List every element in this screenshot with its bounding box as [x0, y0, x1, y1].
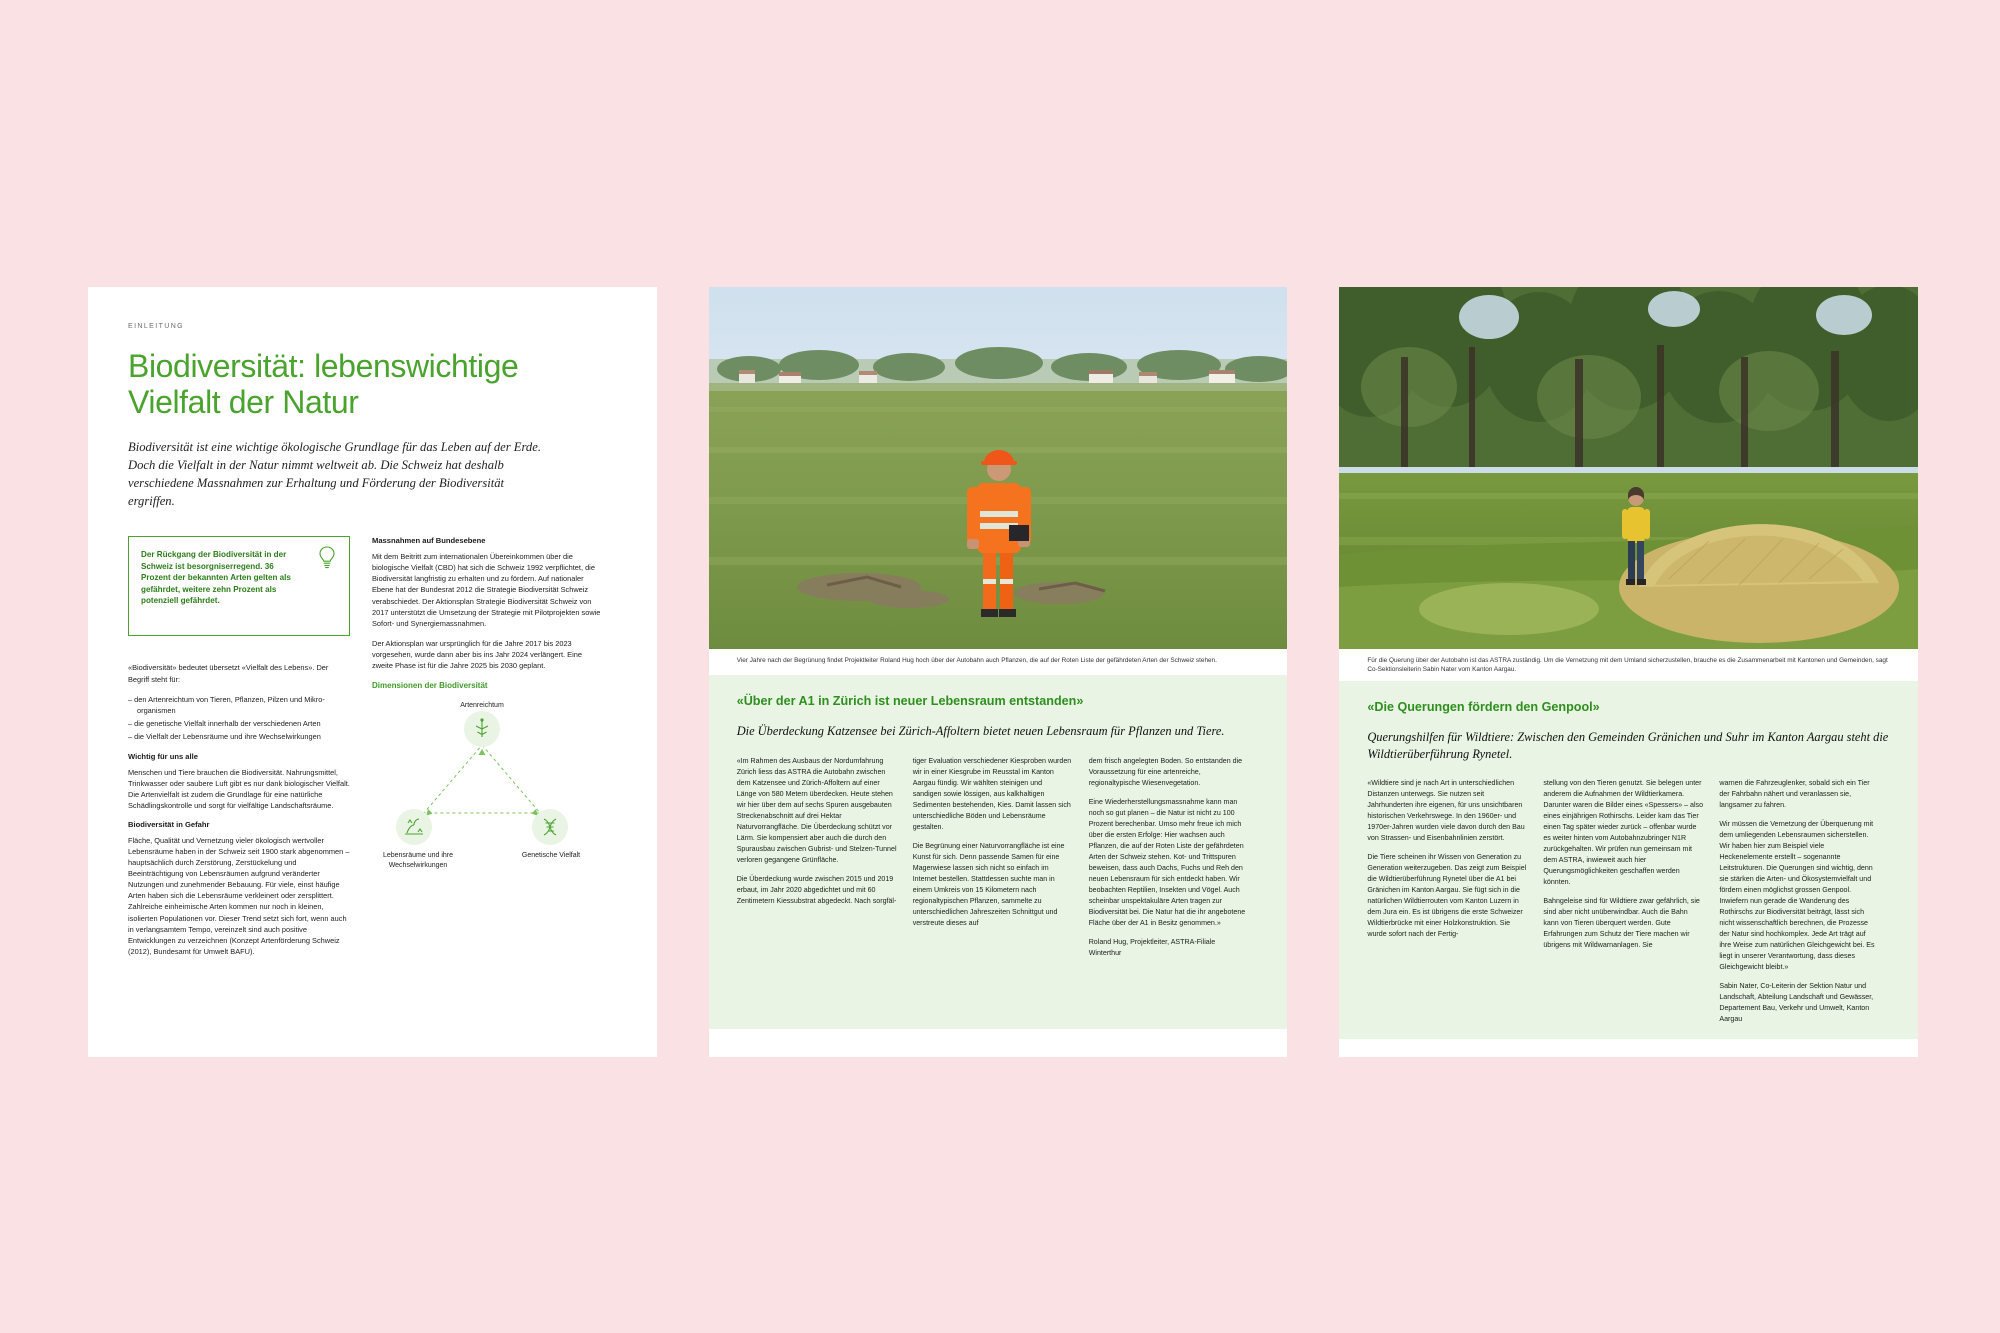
- page-title: Biodiversität: lebenswichtige Vielfalt der Natur: [128, 348, 519, 421]
- article-paragraph: Bahngeleise sind für Wildtiere zwar gefährlich, sie sind aber nicht unüberwindbar. Auch die Bahn kann von Tieren überquert werden. Gute Erfahrungen zum Schutz der Tiere machen wir übrigens mit Wildwarnanlagen. Sie: [1543, 897, 1700, 950]
- article-signature: Roland Hug, Projektleiter, ASTRA-Filiale Winterthur: [1088, 938, 1216, 957]
- photo-caption: Vier Jahre nach der Begrünung findet Projektleiter Roland Hug hoch über der Autobahn auch Pflanzen, die auf der Roten Liste der gefährdeten Arten der Schweiz stehen.: [736, 657, 1217, 664]
- page-eyebrow: EINLEITUNG: [128, 323, 185, 330]
- photo-caption: Für die Querung über der Autobahn ist das ASTRA zuständig. Um die Vernetzung mit dem Umland sicherzustellen, brauche es die Zusammenarbeit mit Kantonen und Gemeinden, sagt Co-Sektionsleiterin Sabin Nater vom Kanton Aargau.: [1367, 657, 1888, 674]
- diagram-label-genetics: Genetische Vielfalt: [521, 852, 581, 860]
- list-item: – die Vielfalt der Lebensräume und ihre Wechselwirkungen: [128, 731, 321, 741]
- article-lead: Die Überdeckung Katzensee bei Zürich-Affoltern bietet neuen Lebensraum für Pflanzen und Tiere.: [736, 724, 1225, 739]
- article-paragraph: «Im Rahmen des Ausbaus der Nordumfahrung Zürich liess das ASTRA die Autobahn zwischen dem Katzensee und Zürich-Affoltern auf einer Länge von 580 Metern überdecken. Heute stehen wir hier über dem auf sechs Spuren ausgebauten Streckenabschnitt auf drei Hektar Naturvorrangfläche. Die Überdeckung schützt vor Lärm. Sie kompensiert aber auch die durch den Spurausbau zwischen Gubrist- und Stelzen-Tunnel verloren gegangene Grünfläche.: [736, 757, 897, 865]
- article-paragraph: Die Begrünung einer Naturvorrangfläche ist eine Kunst für sich. Denn passende Samen für eine Magerwiese lassen sich nicht so einfach im Internet bestellen. Stattdessen suchte man in einem Umkreis von 15 Kilometern nach regionaltypischen Pflanzen, sammelte zu unterschiedlichen Jahreszeiten Schnittgut und verstreute dieses auf: [912, 842, 1065, 928]
- section-text-federal-2: Der Aktionsplan war ursprünglich für die Jahre 2017 bis 2023 vorgesehen, wurde dann aber bis ins Jahr 2024 verlängert. Eine zweite Phase ist für die Jahre 2025 bis 2030 geplant.: [372, 638, 582, 671]
- section-heading-federal: Massnahmen auf Bundesebene: [372, 536, 486, 546]
- diagram-label-species: Artenreichtum: [460, 702, 504, 710]
- biodiversity-diagram: [372, 701, 592, 871]
- article-photo-sabin-nater: [1339, 287, 1918, 649]
- intro-paragraph: «Biodiversität» bedeutet übersetzt «Vielfalt des Lebens». Der Begriff steht für:: [128, 663, 329, 684]
- article-photo-roland-hug: [709, 287, 1288, 649]
- article-lead: Querungshilfen für Wildtiere: Zwischen den Gemeinden Gränichen und Suhr im Kanton Aargau steht die Wildtierüberführung Rynetel.: [1367, 729, 1889, 761]
- page-intro: [88, 287, 657, 1057]
- article-paragraph: dem frisch angelegten Boden. So entstanden die Voraussetzung für eine artenreiche, regionaltypische Wiesenvegetation.: [1088, 757, 1243, 788]
- section-text-importance: Menschen und Tiere brauchen die Biodiversität. Nahrungsmittel, Trinkwasser oder saubere Luft gibt es nur dank biologischer Vielfalt. Die Artenvielfalt ist zudem die Grundlage für eine natürliche Schädlingskontrolle und sorgt für vielfältige Landschaftsräume.: [128, 767, 350, 811]
- article-paragraph: stellung von den Tieren genutzt. Sie belegen unter anderem die Aufnahmen der Wildtierkamera. Darunter waren die Bilder eines «Spessers» – also eines einjährigen Rothirschs. Leider kam das Tier einen Tag später wieder zurück – offenbar wurde es weiter hinten vom Autobahnzubringer N1R zurückgehalten. Wir prüfen nun gemeinsam mit dem ASTRA, inwieweit auch hier Querungsmöglichkeiten geschaffen werden könnten.: [1543, 779, 1704, 887]
- article-paragraph: «Wildtiere sind je nach Art in unterschiedlichen Distanzen unterwegs. Sie nutzen seit Jahrhunderten ihre eigenen, für uns unsichtbaren historischen Verkehrswege. In den 1960er- und 1970er-Jahren wurden viele davon durch den Bau von Strassen- und Eisenbahnlinien zerstört.: [1367, 779, 1525, 843]
- section-heading-danger: Biodiversität in Gefahr: [128, 820, 210, 830]
- magazine-spread: [88, 287, 1918, 1057]
- article-paragraph: Die Tiere scheinen ihr Wissen von Generation zu Generation weiterzugeben. Das zeigt zum Beispiel die Wildtierüberführung Rynetel über die A1 bei Gränichen im Kanton Aargau. Sie fügt sich in die natürlichen Wildtierrouten vom Kanton Luzern in dem Jura ein. Es ist übrigens die erste Schweizer Wildtierbrücke mit einer Holzkonstruktion. Sie wurde sofort nach der Fertig-: [1367, 853, 1527, 939]
- diagram-label-habitats: Lebensräume und ihre Wechselwirkungen: [382, 852, 454, 869]
- definition-list: [128, 694, 350, 742]
- article-headline: «Über der A1 in Zürich ist neuer Lebensraum entstanden»: [736, 694, 1084, 709]
- article-paragraph: Eine Wiederherstellungsmassnahme kann man noch so gut planen – die Natur ist nicht zu 100 Prozent berechenbar. Umso mehr freue ich mich über die ersten Erfolge: Hier wachsen auch Pflanzen, die auf der Roten Liste der gefährdeten Arten der Schweiz stehen. Kot- und Trittspuren beweisen, dass auch Dachs, Fuchs und Reh den neuen Lebensraum für sich entdeckt haben. Wir beobachten Reptilien, Insekten und Vögel. Auch scheinbar unspektakuläre Arten tragen zur Biodiversität bei. Die Natur hat die ihr angebotene Fläche über der A1 in Besitz genommen.»: [1088, 798, 1246, 928]
- article-headline: «Die Querungen fördern den Genpool»: [1367, 699, 1600, 714]
- page-lead: Biodiversität ist eine wichtige ökologische Grundlage für das Leben auf der Erde. Doch die Vielfalt in der Natur nimmt weltweit ab. Die Schweiz hat deshalb verschiedene Massnahmen zur Erhaltung und Förderung der Biodiversität ergriffen.: [128, 439, 541, 508]
- article-paragraph: Wir müssen die Vernetzung der Überquerung mit dem umliegenden Lebensraumen sicherstellen. Wir haben hier zum Beispiel viele Heckenelemente erstellt – sogenannte Leitstrukturen. Die Querungen sind wichtig, denn sie stärken die Arten- und Ökosystemvielfalt und fördern einen möglichst grossen Genpool. Inwiefern nun gerade die Wanderung des Rothirschs zur Biodiversität beiträgt, lässt sich nicht wissenschaftlich berechnen, die Prozesse der Natur sind hochkomplex. Jede Art trägt auf ihre Weise zum natürlichen Gleichgewicht bei. Es liegt in unserer Verantwortung, dass dieses Gleichgewicht bleibt.»: [1719, 820, 1875, 972]
- article-columns: [737, 756, 1260, 967]
- section-heading-dimensions: Dimensionen der Biodiversität: [372, 681, 488, 691]
- page-article-a1: [709, 287, 1288, 1057]
- article-columns: [1367, 778, 1890, 1033]
- section-text-federal-1: Mit dem Beitritt zum internationalen Übereinkommen über die biologische Vielfalt (CBD) hat sich die Schweiz 1992 verpflichtet, die Biodiversität langfristig zu erhalten und zu fördern. Auf nationaler Ebene hat der Bundesrat 2012 die Strategie Biodiversität Schweiz verabschiedet. Der Aktionsplan Strategie Biodiversität Schweiz von 2017 unterstützt die Umsetzung der Strategie mit Pilotprojekten sowie Sofort- und Synergiemassnahmen.: [372, 552, 601, 628]
- lightbulb-icon: [315, 545, 339, 571]
- list-item: – den Artenreichtum von Tieren, Pflanzen, Pilzen und Mikroorganismen: [128, 694, 325, 715]
- article-paragraph: tiger Evaluation verschiedener Kiesproben wurden wir in einer Kiesgrube im Reusstal im Kanton Aargau fündig. Wir wählten steinigen und sandigen sowie lössigen, aus kalkhaltigen Sedimenten bestehenden, Kies. Damit lassen sich unterschiedliche Böden und Lebensräume gestalten.: [912, 757, 1072, 832]
- section-heading-importance: Wichtig für uns alle: [128, 752, 198, 762]
- section-text-danger: Fläche, Qualität und Vernetzung vieler ökologisch wertvoller Lebensräume haben in der Schweiz seit 1900 stark abgenommen – hauptsächlich durch Zerstörung, Zerstückelung und Beeinträchtigung von Lebensräumen aufgrund veränderter Nutzungen und zunehmender Bebauung. Für viele, einst häufige Arten haben sich die Lebensräume verkleinert oder zersplittert. Zahlreiche einheimische Arten kommen nur noch in kleinen, isolierten Populationen vor. Dieser Trend setzt sich fort, wenn auch in verlangsamtem Tempo, vereinzelt sind auch positive Entwicklungen zu verzeichnen (Konzept Artenförderung Schweiz (2012), Bundesamt für Umwelt BAFU).: [128, 835, 350, 956]
- callout-text: Der Rückgang der Biodiversität in der Schweiz ist besorgniserregend. 36 Prozent der bekannten Arten gelten als gefährdet, weitere zehn Prozent als potenziell gefährdet.: [141, 550, 291, 606]
- page-article-wildlife: [1339, 287, 1918, 1057]
- callout-box: [128, 536, 350, 636]
- article-signature: Sabin Nater, Co-Leiterin der Sektion Natur und Landschaft, Abteilung Landschaft und Gewässer, Departement Bau, Verkehr und Umwelt, Kanton Aargau: [1719, 982, 1874, 1024]
- article-paragraph: Die Überdeckung wurde zwischen 2015 und 2019 erbaut, im Jahr 2020 abgedichtet und mit 60 Zentimetern Kiessubstrat abgedeckt. Nach sorgfäl-: [736, 875, 897, 906]
- list-item: – die genetische Vielfalt innerhalb der verschiedenen Arten: [128, 718, 321, 728]
- article-paragraph: warnen die Fahrzeuglenker, sobald sich ein Tier der Fahrbahn nähert und veranlassen sie, langsamer zu fahren.: [1719, 779, 1870, 810]
